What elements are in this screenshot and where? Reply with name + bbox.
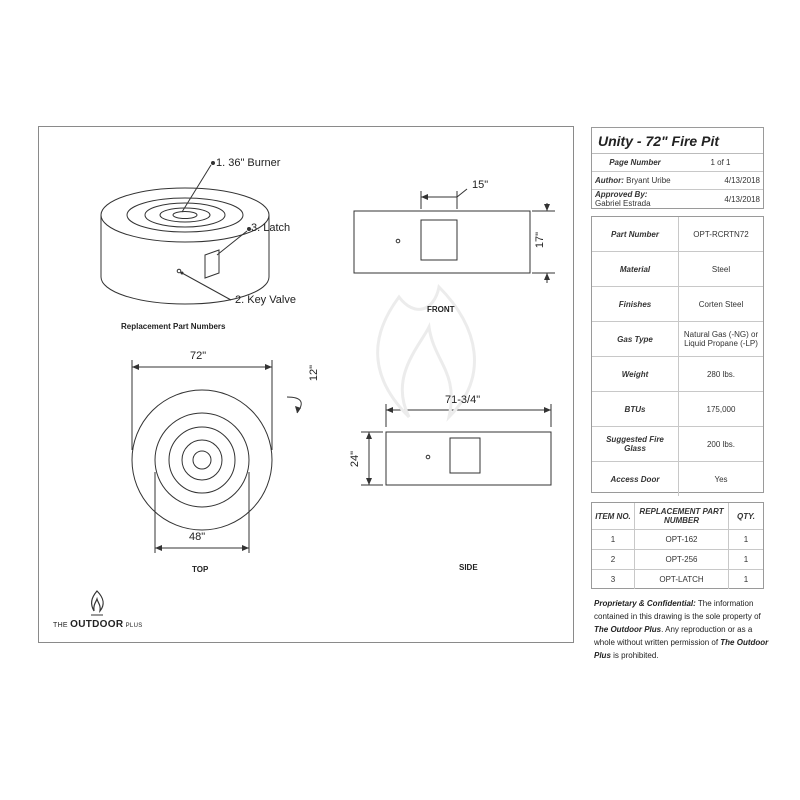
caption-replacement-part-numbers: Replacement Part Numbers <box>121 322 226 331</box>
parts-cell-qty: 1 <box>729 550 764 570</box>
spec-label: Material <box>592 252 679 287</box>
approved-label: Approved By: <box>595 190 648 199</box>
dim-side-height: 24" <box>349 450 362 468</box>
parts-cell-item: 1 <box>592 530 635 550</box>
spec-label: Access Door <box>592 462 679 497</box>
page-number-value: 1 of 1 <box>678 154 763 172</box>
spec-label: Part Number <box>592 217 679 252</box>
parts-header-row <box>592 503 763 530</box>
callout-burner: 1. 36" Burner <box>216 157 281 169</box>
parts-row <box>592 550 763 570</box>
page-number-row <box>592 154 763 172</box>
spec-row <box>592 357 763 392</box>
spec-row <box>592 322 763 357</box>
legal-lead: Proprietary & Confidential: <box>594 599 696 608</box>
dim-top-depth: 12" <box>308 364 321 382</box>
dim-front-width: 15" <box>472 179 489 191</box>
approved-cell <box>592 190 678 209</box>
flame-icon <box>87 589 107 617</box>
confidentiality-notice <box>594 597 770 662</box>
approved-name: Gabriel Estrada <box>595 199 651 208</box>
spec-label: Suggested Fire Glass <box>592 427 679 462</box>
legal-text-2: . Any reproduction or as a whole without written permission of <box>594 625 753 647</box>
caption-top: TOP <box>192 565 209 574</box>
front-view <box>354 189 555 283</box>
parts-cell-qty: 1 <box>729 530 764 550</box>
legal-company-2: The Outdoor Plus <box>594 638 769 660</box>
spec-value: Corten Steel <box>679 287 764 322</box>
drawing-sheet <box>38 126 574 643</box>
approved-date: 4/13/2018 <box>724 194 760 204</box>
parts-row <box>592 570 763 590</box>
approved-row <box>592 190 763 209</box>
dim-front-height: 17" <box>534 231 547 249</box>
parts-cell-item: 3 <box>592 570 635 590</box>
legal-text-3: is prohibited. <box>610 651 659 660</box>
spec-row <box>592 287 763 322</box>
outdoor-plus-logo <box>53 589 143 633</box>
spec-value: Steel <box>679 252 764 287</box>
spec-value: 280 lbs. <box>679 357 764 392</box>
author-name: Bryant Uribe <box>626 176 671 185</box>
legal-company-1: The Outdoor Plus <box>594 625 662 634</box>
spec-label: BTUs <box>592 392 679 427</box>
author-label: Author: <box>595 176 624 185</box>
page-number-label: Page Number <box>592 154 678 172</box>
drawing-linework <box>39 127 575 644</box>
spec-value: 175,000 <box>679 392 764 427</box>
author-cell <box>592 172 678 190</box>
dim-side-width: 71-3/4" <box>445 394 481 406</box>
specifications-table <box>591 216 764 493</box>
parts-cell-part: OPT-256 <box>635 550 729 570</box>
top-view <box>132 360 301 553</box>
isometric-view <box>101 165 269 304</box>
spec-row <box>592 392 763 427</box>
logo-outdoor: OUTDOOR <box>70 619 124 630</box>
header-replacement-part: REPLACEMENT PART NUMBER <box>635 503 729 530</box>
header-qty: QTY. <box>729 503 764 530</box>
spec-value: OPT-RCRTN72 <box>679 217 764 252</box>
spec-label: Finishes <box>592 287 679 322</box>
parts-row <box>592 530 763 550</box>
product-title: Unity - 72" Fire Pit <box>592 128 763 154</box>
logo-the: THE <box>53 622 68 629</box>
callout-key-valve: 2. Key Valve <box>235 294 296 306</box>
dim-top-inner: 48" <box>189 531 206 543</box>
parts-cell-part: OPT-LATCH <box>635 570 729 590</box>
author-row <box>592 172 763 190</box>
caption-front: FRONT <box>427 305 455 314</box>
spec-label: Gas Type <box>592 322 679 357</box>
header-item-no: ITEM NO. <box>592 503 635 530</box>
spec-value: Natural Gas (-NG) or Liquid Propane (-LP) <box>679 322 764 357</box>
spec-value: Yes <box>714 474 728 484</box>
parts-cell-qty: 1 <box>743 575 749 584</box>
spec-row <box>592 252 763 287</box>
side-view <box>361 404 551 485</box>
dim-top-diameter: 72" <box>190 350 207 362</box>
caption-side: SIDE <box>459 563 478 572</box>
spec-label: Weight <box>592 357 679 392</box>
author-date: 4/13/2018 <box>678 172 763 190</box>
title-block <box>591 127 764 209</box>
parts-cell-item: 2 <box>592 550 635 570</box>
spec-row <box>592 427 763 462</box>
callout-latch: 3. Latch <box>251 222 291 234</box>
spec-row <box>592 217 763 252</box>
spec-row <box>592 462 763 497</box>
legal-text-1: The information contained in this drawing is the sole property of <box>594 599 761 621</box>
spec-value: 200 lbs. <box>679 427 764 462</box>
parts-table <box>591 502 764 589</box>
parts-cell-part: OPT-162 <box>635 530 729 550</box>
logo-plus: PLUS <box>125 623 143 629</box>
